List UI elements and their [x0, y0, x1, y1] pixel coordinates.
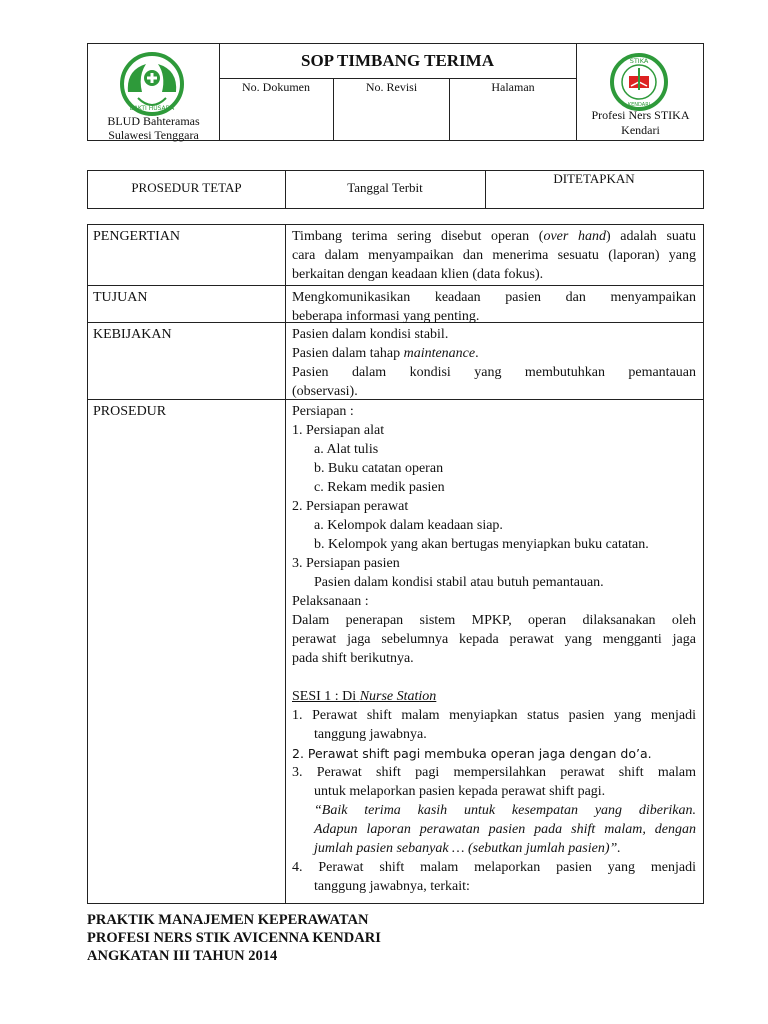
- footer-line1: PRAKTIK MANAJEMEN KEPERAWATAN: [87, 912, 369, 928]
- procedure-info-table: [87, 170, 704, 209]
- row-prosedur: [88, 400, 703, 903]
- left-org-line1: BLUD Bahteramas: [107, 114, 200, 128]
- ditetapkan-cell: DITETAPKAN: [553, 171, 635, 186]
- row-kebijakan: [88, 323, 703, 400]
- revision-cell: No. Revisi: [334, 78, 450, 140]
- header-table: [87, 43, 704, 141]
- kebijakan-text: Pasien dalam kondisi stabil. Pasien dalam tahap maintenance. Pasien dalam kondisi yang membutuhkan pemantauan (observasi).: [292, 327, 696, 399]
- kebijakan-label: KEBIJAKAN: [93, 327, 172, 342]
- page-cell: Halaman: [491, 80, 535, 94]
- left-org-line2: Sulawesi Tenggara: [108, 128, 199, 142]
- row-pengertian: [88, 225, 703, 286]
- left-org-cell: [88, 44, 220, 140]
- document-title: SOP TIMBANG TERIMA: [219, 44, 576, 79]
- tujuan-label: TUJUAN: [93, 290, 148, 305]
- logo-right-bottom: KENDARI: [627, 102, 651, 108]
- prosedur-text: Persiapan : 1. Persiapan alat a. Alat tulis b. Buku catatan operan c. Rekam medik pasien 2. Persiapan perawat a. Kelompok dalam keadaan siap. b. Kelompok yang akan bertugas menyiapkan buku catatan. 3. Persiapan pasien Pasien dalam kondisi stabil atau butuh pemantauan. Pelaksanaan : Dalam penerapan sistem MPKP, operan dilaksanakan oleh perawat jaga sebelumnya kepada perawat yang mengganti jaga pada shift berikutnya. SESI 1 : Di Nurse Station 1. Perawat shift malam menyiapkan status pasien yang menjadi tanggung jawabnya. 2. Perawat shift pagi membuka operan jaga dengan do’a. 3. Perawat shift pagi mempersilahkan perawat shift malam untuk melaporkan pasien kepada perawat shift pagi. “Baik terima kasih untuk kesempatan yang diberikan. Adapun laporan perawatan pasien pada shift malam, dengan jumlah pasien sebanyak … (sebutkan jumlah pasien)”. 4. Perawat shift malam melaporkan pasien yang menjadi tanggung jawabnya, terkait:: [292, 404, 696, 894]
- pengertian-text: Timbang terima sering disebut operan (over hand) adalah suatu cara dalam menyampaikan dan menerima sesuatu (laporan) yang berkaitan dengan keadaan klien (data fokus).: [292, 229, 696, 282]
- tujuan-text: Mengkomunikasikan keadaan pasien dan menyampaikan beberapa informasi yang penting.: [292, 290, 696, 324]
- right-org-name: [577, 108, 704, 138]
- logo-right-top: STIKA: [629, 57, 649, 65]
- footer-line2: PROFESI NERS STIK AVICENNA KENDARI: [87, 930, 381, 946]
- footer-line3: ANGKATAN III TAHUN 2014: [87, 948, 278, 964]
- prosedur-tetap-cell: PROSEDUR TETAP: [88, 171, 286, 208]
- right-org-cell: [576, 44, 704, 140]
- tanggal-terbit-cell: Tanggal Terbit: [285, 171, 486, 208]
- title-cell: [219, 44, 576, 140]
- stika-logo: [605, 52, 673, 112]
- prosedur-label: PROSEDUR: [93, 404, 167, 419]
- row-tujuan: [88, 286, 703, 323]
- right-org-line2: Kendari: [621, 123, 660, 137]
- logo-left-text: BAKTI HUSADA: [129, 105, 175, 112]
- doc-number-cell: No. Dokumen: [219, 78, 334, 140]
- pengertian-label: PENGERTIAN: [93, 229, 181, 244]
- document-footer: [87, 911, 381, 965]
- left-org-name: [88, 114, 219, 142]
- sop-content-table: [87, 224, 704, 904]
- right-org-line1: Profesi Ners STIKA: [591, 108, 690, 122]
